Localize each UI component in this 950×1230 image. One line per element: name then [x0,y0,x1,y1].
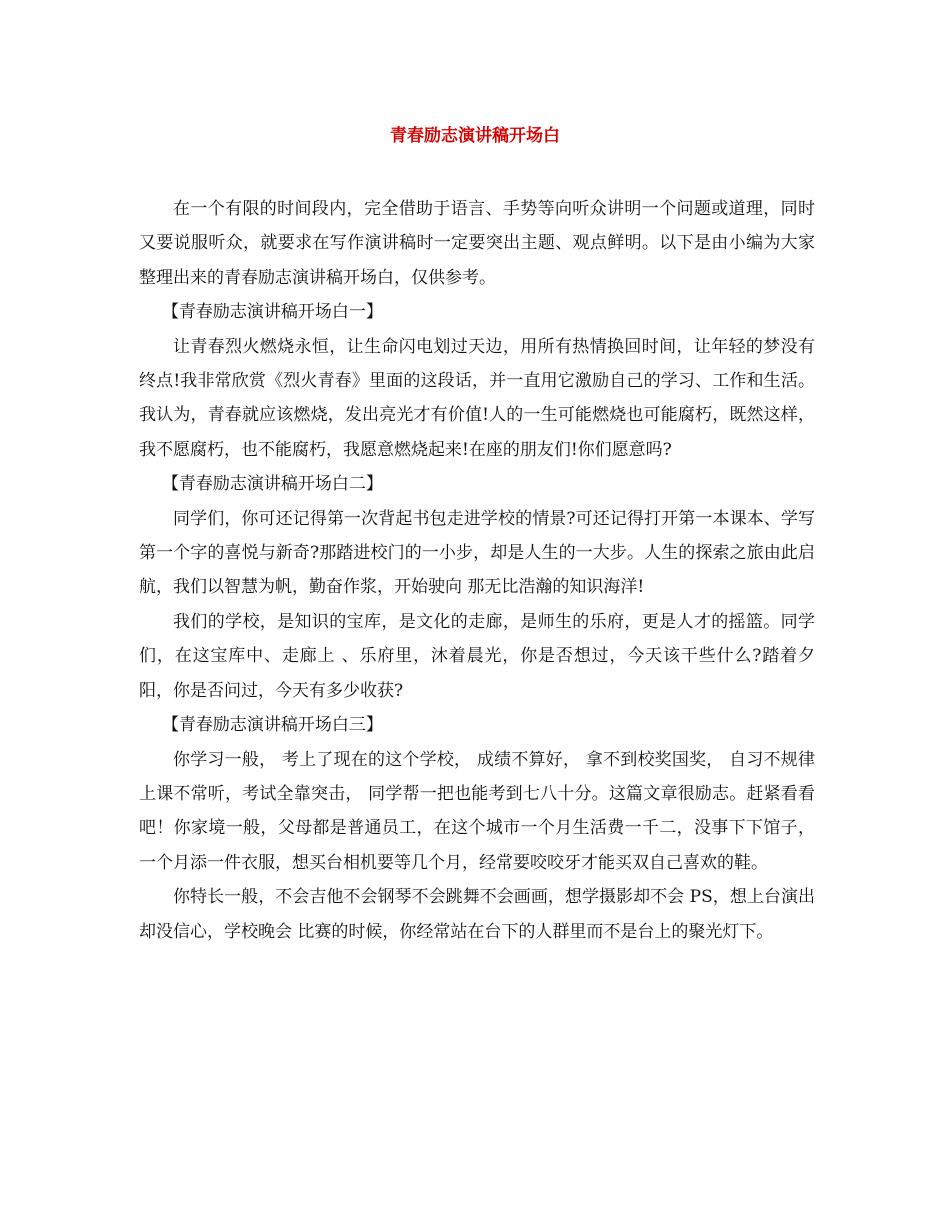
document-body [139,192,815,949]
section-heading-3: 【青春励志演讲稿开场白三】 [161,715,383,736]
intro-paragraph: 在一个有限的时间段内，完全借助于语言、手势等向听众讲明一个问题或道理，同时又要说服听众，就要求在写作演讲稿时一定要突出主题、观点鲜明。以下是由小编为大家整理出来的青春励志演讲稿开场白，仅供参考。 [139,199,815,288]
section-3-paragraph-2: 你特长一般，不会吉他不会钢琴不会跳舞不会画画，想学摄影却不会 PS，想上台演出却没信心，学校晚会 比赛的时候，你经常站在台下的人群里而不是台上的聚光灯下。 [139,887,815,942]
section-2-paragraph-1: 同学们，你可还记得第一次背起书包走进学校的情景?可还记得打开第一本课本、学写第一个字的喜悦与新奇?那踏进校门的一小步，却是人生的一大步。人生的探索之旅由此启航，我们以智慧为帆，勤奋作浆，开始驶向 那无比浩瀚的知识海洋! [139,508,815,598]
section-1-paragraph-1: 让青春烈火燃烧永恒，让生命闪电划过天边，用所有热情换回时间，让年轻的梦没有终点!我非常欣赏《烈火青春》里面的这段话，并一直用它激励自己的学习、工作和生活。我认为，青春就应该燃烧，发出亮光才有价值!人的一生可能燃烧也可能腐朽，既然这样，我不愿腐朽，也不能腐朽，我愿意燃烧起来!在座的朋友们!你们愿意吗? [139,336,815,460]
document-title: 青春励志演讲稿开场白 [390,126,560,146]
section-2-paragraph-2: 我们的学校，是知识的宝库，是文化的走廊，是师生的乐府，更是人才的摇篮。同学们，在这宝库中、走廊上 、乐府里，沐着晨光，你是否想过，今天该干些什么?踏着夕阳，你是否问过，今天有多少收获? [139,611,815,701]
section-heading-1: 【青春励志演讲稿开场白一】 [161,302,383,323]
section-3-paragraph-1: 你学习一般， 考上了现在的这个学校， 成绩不算好， 拿不到校奖国奖， 自习不规律上课不常听，考试全靠突击， 同学帮一把也能考到七八十分。这篇文章很励志。赶紧看看吧！你家境一般，父母都是普通员工，在这个城市一个月生活费一千二，没事下下馆子，一个月添一件衣服，想买台相机要等几个月，经常要咬咬牙才能买双自己喜欢的鞋。 [139,749,815,873]
section-heading-2: 【青春励志演讲稿开场白二】 [161,474,383,495]
